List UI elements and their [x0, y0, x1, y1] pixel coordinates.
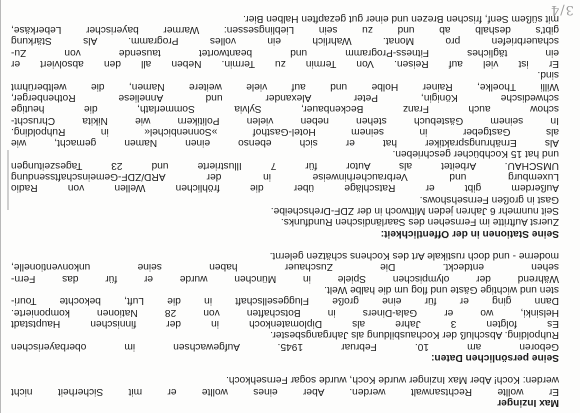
- text-line: UMSCHAU. Arbeitet als Autor für 7 Illustrierte und 23 Tageszeitungen: [11, 159, 559, 171]
- intro-paragraph: [11, 374, 559, 397]
- scan-edge-mark: [7, 150, 9, 210]
- text-line: sten und wichtige Gäste und flog um die halbe Welt.: [324, 284, 559, 296]
- text-line: Luxemburg und Verbraucherhinweise in der ARD/ZDF-Gemeinschaftssendung: [11, 171, 559, 183]
- text-line: In seinem Gästebuch stehen neben vielen Politikern wie Nikita Chruscht-: [11, 114, 559, 126]
- personal-data-paragraph: [11, 250, 559, 352]
- text-line: mit süßem Senf, frischen Brezen und einer gut gezapften Halben Bier.: [243, 12, 559, 24]
- text-line: schauerbriefen pro Monat. Wahrlich ein volles Programm. Als Stärkung: [11, 35, 559, 47]
- section-heading-personal: Seine persönlichen Daten:: [431, 351, 559, 363]
- text-line: sind.: [537, 69, 559, 81]
- text-line: moderne - und doch rustikale Art des Kochens schätzen gelernt.: [269, 250, 559, 262]
- text-line: Willi Thoelke, Rainer Holbe und auf viele weitere Namen, die weltberühmt: [11, 80, 559, 92]
- text-line: Gast in großen Fernsehshows.: [419, 193, 559, 205]
- text-line: Während der olympischen Spiele in München wurde er für das Fern-: [11, 272, 559, 284]
- public-stations-paragraph: [11, 13, 559, 228]
- text-line: Zuerst Auftritte im Fernsehen des Saarländischen Rundfunks.: [280, 216, 559, 228]
- paragraph-gap: [11, 239, 559, 250]
- paragraph-gap: [11, 363, 559, 374]
- text-line: Seit nunmehr 6 Jahren jeden Mittwoch in der ZDF-Drehscheibe.: [270, 204, 559, 216]
- text-line: Außerdem gibt er Ratschläge über die fröhlichen Wellen von Radio: [11, 182, 559, 194]
- text-line: Er wollte Rechtsanwalt werden. Aber eines wollte er mit Sicherheit nicht: [11, 385, 559, 397]
- text-line: Als Ernährungspraktiker hat er sich ebenso einen Namen gemacht, wie: [11, 137, 559, 149]
- text-line: Es folgten 3 Jahre als Diplomatenkoch in der finnischen Hauptstadt: [11, 317, 559, 329]
- text-line: Geboren am 10. Februar 1945. Aufgewachsen im oberbayerischen: [11, 340, 559, 352]
- text-line: Helsinki, wo er Gala-Diners in Botschaften von 28 Nationen komponierte.: [11, 306, 559, 318]
- text-line: Ruhpolding. Abschluß der Kochausbildung als Jahrgangsbester.: [270, 329, 559, 341]
- text-line: schow auch Franz Beckenbauer, Sylvia Sommerlath, die heutige: [11, 103, 559, 115]
- text-line: als Gastgeber in seinem Hotel-Gasthof »Sonnenbichel« in Ruhpolding.: [11, 125, 559, 137]
- text-line: schwedische Königin, Peter Alexander und Anneliese Rothenberger,: [11, 91, 559, 103]
- document-body: [11, 3, 559, 408]
- document-title: Max Inzinger: [497, 397, 559, 408]
- text-line: und hat 15 Kochbücher geschrieben.: [392, 148, 559, 160]
- text-line: ein tägliches Fitness-Programm und beantwortet tausende von Zu-: [11, 46, 559, 58]
- text-line: Er ist viel auf Reisen. Von Termin zu Termin. Neben all den absolviert er: [11, 58, 559, 70]
- text-line: sehen entdeckt. Die Zuschauer haben seine unkonventionelle,: [11, 261, 559, 273]
- text-line: Dann ging er für eine große Fluggesellschaft in die Luft, bekochte Touri-: [11, 295, 559, 307]
- text-line: werden: Koch! Aber Max Inzinger wurde Koch, wurde sogar Fernsehkoch.: [226, 374, 559, 386]
- handwritten-page-number: 3/4: [550, 2, 574, 17]
- section-heading-public: Seine Stationen in der Öffentlichkeit:: [380, 227, 559, 239]
- text-line: gibt's deshalb ab und zu sein Lieblingsessen: Warmer bayerischer Leberkäse,: [11, 24, 559, 36]
